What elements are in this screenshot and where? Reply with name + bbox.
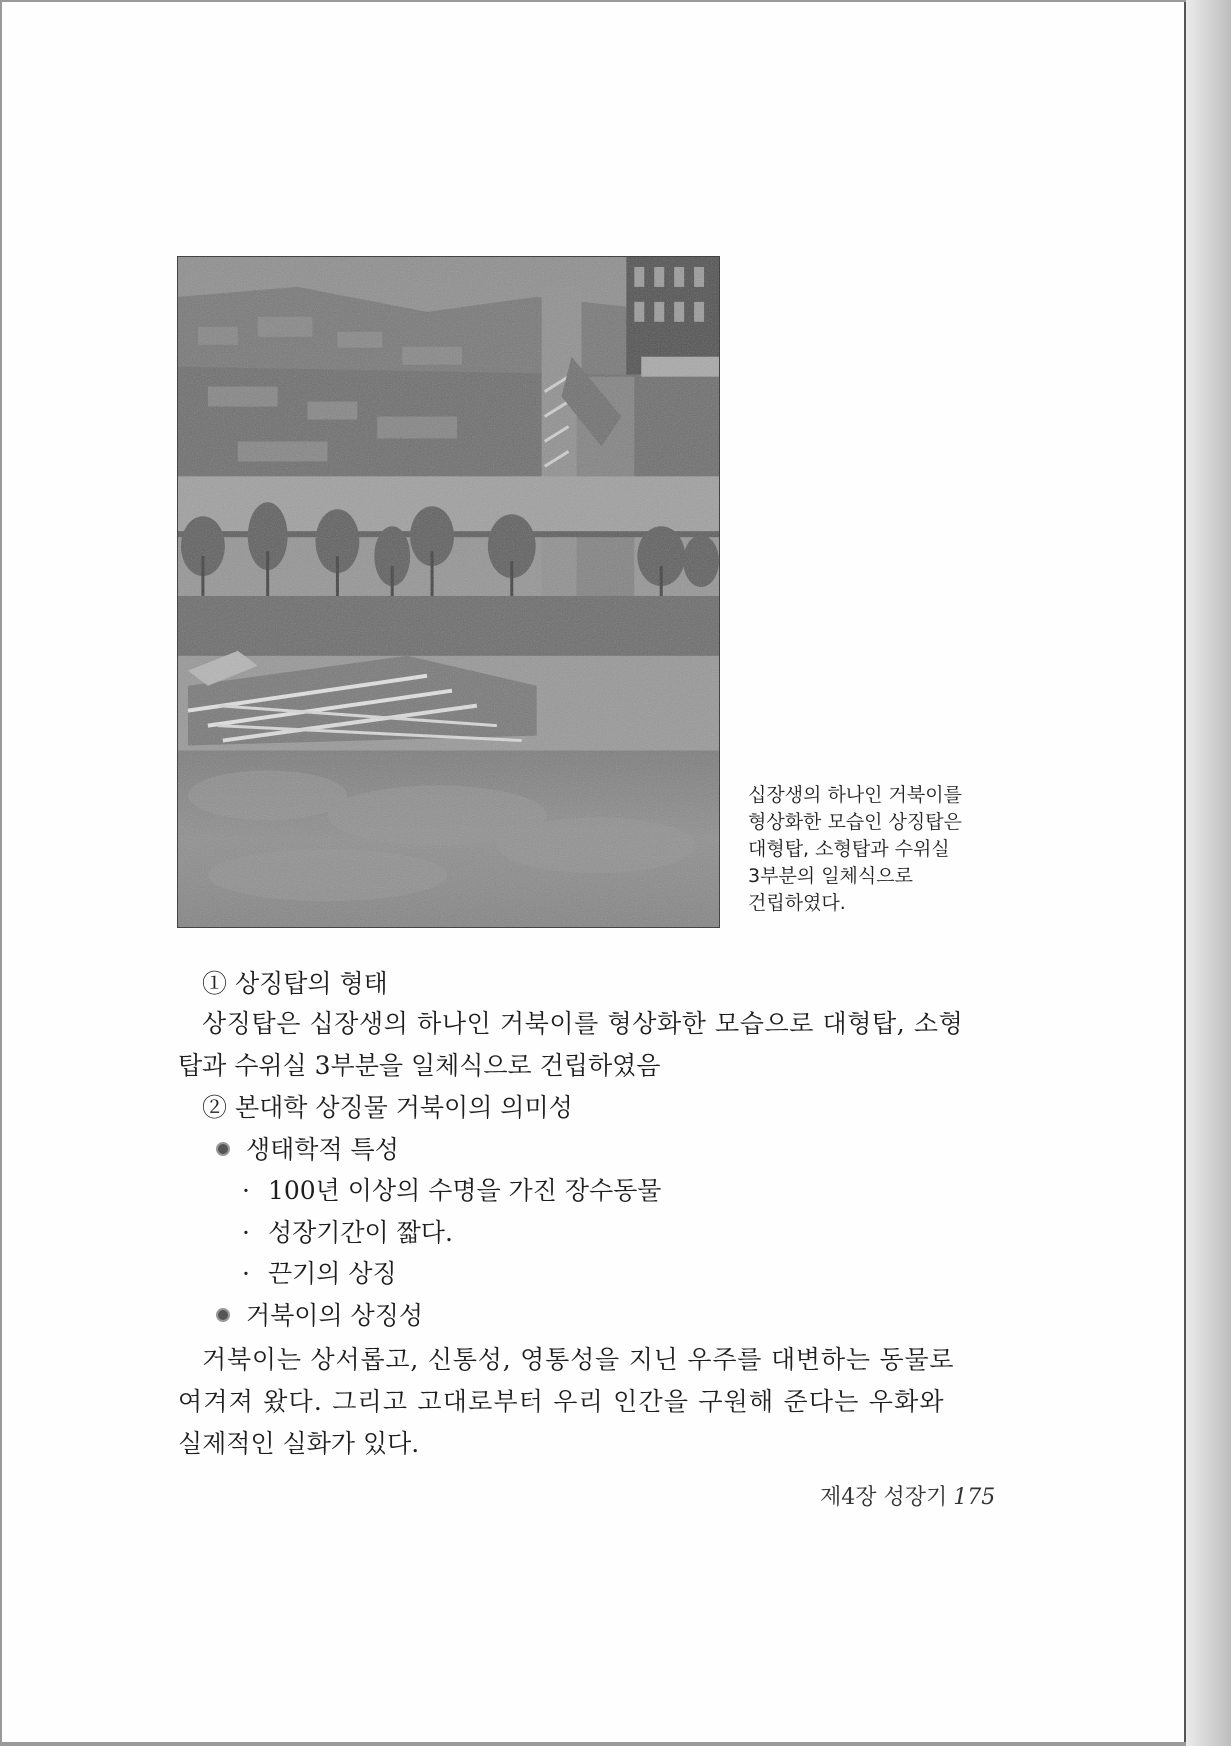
photo-illustration xyxy=(178,257,719,927)
sub-item-marker: · xyxy=(242,1218,250,1247)
paragraph-line: 상징탑은 십장생의 하나인 거북이를 형상화한 모습으로 대형탑, 소형 xyxy=(202,1009,964,1038)
photo-caption: 십장생의 하나인 거북이를 형상화한 모습인 상징탑은 대형탑, 소형탑과 수위실 3부분의 일체식으로 건립하였다. xyxy=(748,784,962,914)
sub-item-label: 끈기의 상징 xyxy=(267,1259,397,1288)
sub-item xyxy=(242,1171,661,1207)
sub-item-label: 100년 이상의 수명을 가진 장수동물 xyxy=(267,1176,662,1205)
paragraph-line: 거북이는 상서롭고, 신통성, 영통성을 지닌 우주를 대변하는 동물로 xyxy=(202,1345,955,1374)
sub-item xyxy=(242,1254,397,1290)
sub-item-marker: · xyxy=(242,1259,250,1288)
bullet-label: 거북이의 상징성 xyxy=(246,1301,423,1330)
bullet-icon xyxy=(216,1142,230,1156)
sub-item-marker: · xyxy=(242,1176,250,1205)
chapter-title: 제4장 성장기 xyxy=(820,1485,948,1510)
sub-item-label: 성장기간이 짧다. xyxy=(267,1218,453,1247)
sub-item xyxy=(242,1213,453,1249)
bullet-item xyxy=(216,1130,399,1166)
bullet-icon xyxy=(216,1308,230,1322)
page-edge xyxy=(1186,0,1231,1746)
paragraph-line: 여겨져 왔다. 그리고 고대로부터 우리 인간을 구원해 준다는 우화와 xyxy=(178,1387,945,1416)
bullet-label: 생태학적 특성 xyxy=(246,1135,399,1164)
section-heading-meaning: ② 본대학 상징물 거북이의 의미성 xyxy=(202,1093,573,1122)
section-heading-form: ① 상징탑의 형태 xyxy=(202,969,388,998)
page-footer xyxy=(820,1480,995,1511)
paragraph-line: 실제적인 실화가 있다. xyxy=(178,1429,420,1458)
symbol-tower-photo xyxy=(177,256,720,928)
page-number: 175 xyxy=(953,1485,996,1510)
bullet-item xyxy=(216,1296,423,1332)
paragraph-line: 탑과 수위실 3부분을 일체식으로 건립하였음 xyxy=(178,1051,661,1080)
book-page xyxy=(2,2,1186,1742)
